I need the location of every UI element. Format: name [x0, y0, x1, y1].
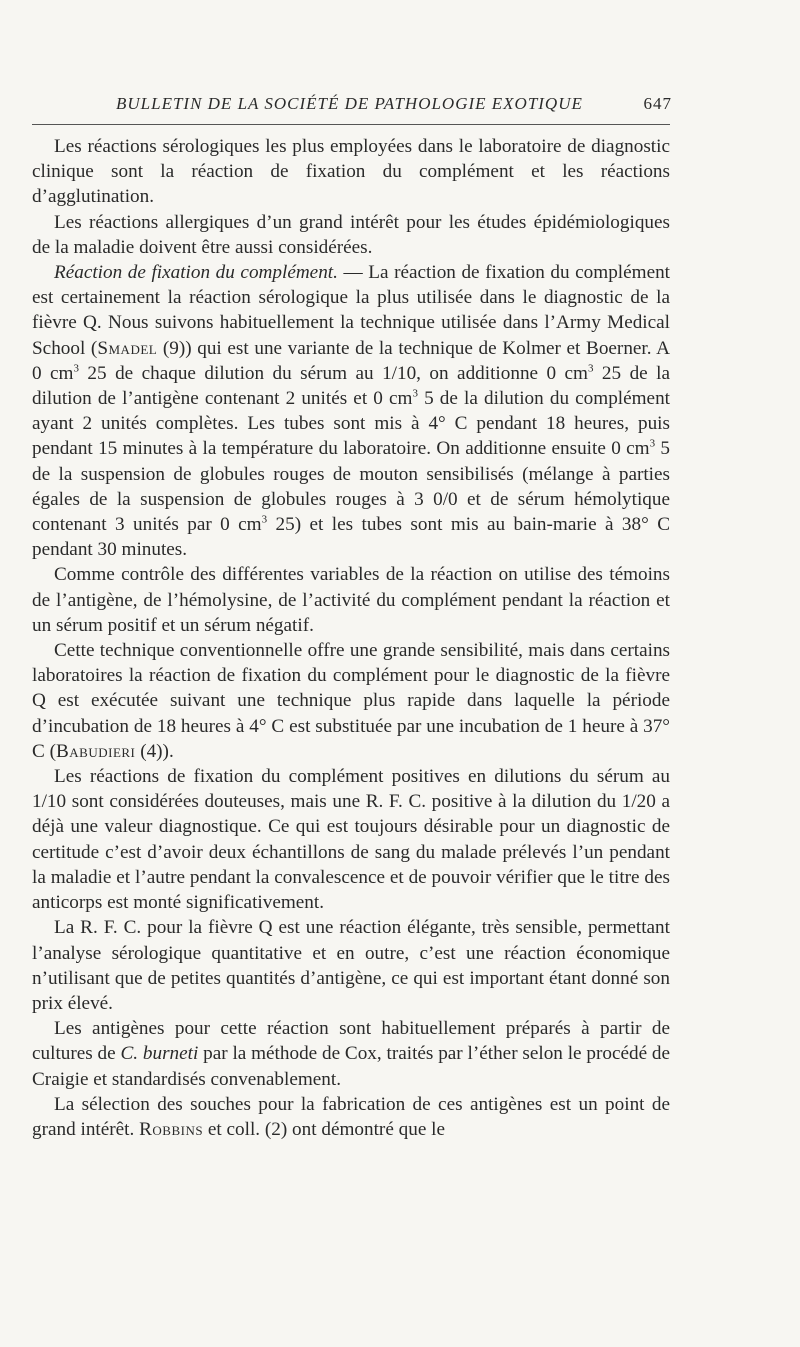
author-name: Babudieri [55, 740, 136, 762]
paragraph: Cette technique conventionnelle offre une grande sensibilité, mais dans certains laboratoires la réaction de fixation du complément pour le diagnostic de la fièvre Q est exécutée suivant une technique plus rapide dans laquelle la période d’incubation de 18 heures à 4° C est substituée par une incubation de 1 heure à 37° C (Babudieri (4)). [32, 640, 670, 762]
page-number: 647 [643, 94, 672, 113]
paragraph: La R. F. C. pour la fièvre Q est une réaction élégante, très sensible, permettant l’analyse sérologique quantitative et en outre, c’est une réaction économique n’utilisant que de petites quantités d’antigène, ce qui est important étant donné son prix élevé. [32, 917, 670, 1014]
header-rule [32, 124, 670, 125]
body-text [32, 134, 670, 1142]
journal-title: BULLETIN DE LA SOCIÉTÉ DE PATHOLOGIE EXOTIQUE [116, 94, 583, 113]
species-name: C. burneti [120, 1043, 199, 1065]
paragraph: Comme contrôle des différentes variables de la réaction on utilise des témoins de l’antigène, de l’hémolysine, de l’activité du complément pendant la réaction et un sérum positif et un sérum négatif. [32, 564, 670, 636]
section-heading: Réaction de fixation du complément. [54, 262, 338, 284]
paragraph: Les réactions de fixation du complément positives en dilutions du sérum au 1/10 sont considérées douteuses, mais une R. F. C. positive à la dilution du 1/20 a déjà une valeur diagnostique. Ce qui est toujours désirable pour un diagnostic de certitude c’est d’avoir deux échantillons de sang du malade prélevés l’un pendant la maladie et l’autre pendant la convalescence et de pouvoir vérifier que le titre des anticorps est monté significativement. [32, 766, 670, 914]
paragraph: Les antigènes pour cette réaction sont habituellement préparés à partir de cultures de C. burneti par la méthode de Cox, traités par l’éther selon le procédé de Craigie et standardisés convenablement. [32, 1018, 671, 1090]
author-name: Smadel [97, 337, 158, 359]
paragraph: Réaction de fixation du complément. — La réaction de fixation du complément est certainement la réaction sérologique la plus utilisée dans le diagnostic de la fièvre Q. Nous suivons habituellement la technique utilisée dans l’Army Medical School (Smadel (9)) qui est une variante de la technique de Kolmer et Boerner. A 0 $cm^3$ 25 de chaque dilution du sérum au 1/10, on additionne 0 $cm^3$ 25 de la dilution de l’antigène contenant 2 unités et 0 $cm^3$ 5 de la dilution du complément ayant 2 unités complètes. Les tubes sont mis à 4° C pendant 18 heures, puis pendant 15 minutes à la température du laboratoire. On additionne ensuite 0 $cm^3$ 5 de la suspension de globules rouges de mouton sensibilisés (mélange à parties égales de la suspension de globules rouges à 3 0/0 et de sérum hémolytique contenant 3 unités par 0 $cm^3$ 25) et les tubes sont mis au bain-marie à 38° C pendant 30 minutes. [32, 262, 671, 561]
paragraph: Les réactions sérologiques les plus employées dans le laboratoire de diagnostic clinique sont la réaction de fixation du complément et les réactions d’agglutination. [32, 136, 670, 208]
paragraph: La sélection des souches pour la fabrication de ces antigènes est un point de grand intérêt. Robbins et coll. (2) ont démontré que le [32, 1093, 670, 1140]
paragraph: Les réactions allergiques d’un grand intérêt pour les études épidémiologiques de la maladie doivent être aussi considérées. [32, 211, 670, 258]
author-name: Robbins [139, 1118, 204, 1140]
